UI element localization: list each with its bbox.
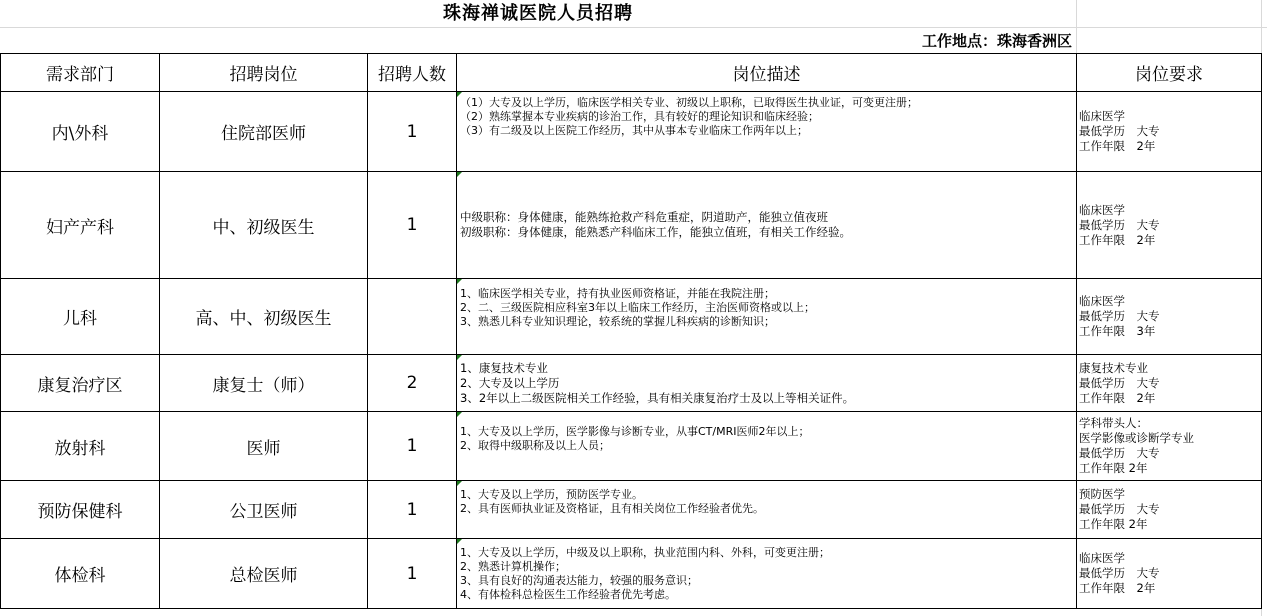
description-line: 2、大专及以上学历: [460, 375, 560, 390]
description-line: 中级职称：身体健康，能熟练抢救产科危重症，阴道助产，能独立值夜班: [460, 210, 828, 224]
cell-requirements[interactable]: [1077, 539, 1262, 609]
cell-count[interactable]: 1: [368, 92, 457, 172]
requirement-line: 最低学历 大专: [1079, 217, 1160, 232]
cell-position[interactable]: 住院部医师: [160, 92, 368, 172]
cell-comment-marker: [457, 172, 462, 177]
page-title: 珠海禅诚医院人员招聘: [443, 3, 633, 24]
cell-description[interactable]: [457, 355, 1077, 412]
header-requirements[interactable]: 岗位要求: [1077, 54, 1262, 92]
description-line: 2、具有医师执业证及资格证，且有相关岗位工作经验者优先。: [460, 502, 764, 515]
cell-comment-marker: [457, 412, 462, 417]
cell-comment-marker: [457, 279, 462, 284]
requirement-line: 临床医学: [1079, 202, 1125, 217]
requirement-line: 最低学历 大专: [1079, 309, 1160, 323]
cell-requirements[interactable]: [1077, 279, 1262, 355]
cell-comment-marker: [457, 355, 462, 360]
cell-requirements[interactable]: [1077, 355, 1262, 412]
requirement-line: 临床医学: [1079, 551, 1125, 565]
description-line: （3）有二级及以上医院工作经历，其中从事本专业临床工作两年以上；: [460, 124, 808, 137]
header-position[interactable]: 招聘岗位: [160, 54, 368, 92]
cell-description[interactable]: [457, 172, 1077, 279]
table-header-row: [1, 54, 1262, 92]
cell-position[interactable]: 总检医师: [160, 539, 368, 609]
cell-count[interactable]: 1: [368, 172, 457, 279]
requirement-line: 最低学历 大专: [1079, 375, 1160, 390]
table-row: [1, 279, 1262, 355]
header-department[interactable]: 需求部门: [1, 54, 160, 92]
cell-description[interactable]: [457, 539, 1077, 609]
cell-count[interactable]: [368, 279, 457, 355]
cell-description[interactable]: [457, 481, 1077, 539]
cell-department[interactable]: 儿科: [1, 279, 160, 355]
table-row: [1, 355, 1262, 412]
requirement-line: 工作年限 2年: [1079, 581, 1156, 595]
description-line: （2）熟练掌握本专业疾病的诊治工作，具有较好的理论知识和临床经验；: [460, 110, 819, 123]
requirement-line: 学科带头人：: [1079, 416, 1148, 430]
requirement-line: 康复技术专业: [1079, 360, 1148, 375]
requirement-line: 工作年限 2年: [1079, 517, 1148, 531]
requirement-line: 工作年限 2年: [1079, 390, 1156, 405]
description-line: 3、2年以上二级医院相关工作经验，具有相关康复治疗士及以上等相关证件。: [460, 390, 855, 405]
cell-department[interactable]: 放射科: [1, 412, 160, 481]
cell-department[interactable]: 康复治疗区: [1, 355, 160, 412]
description-line: （1）大专及以上学历，临床医学相关专业、初级以上职称，已取得医生执业证，可变更注册；: [460, 96, 918, 109]
requirement-line: 预防医学: [1079, 487, 1125, 501]
cell-count[interactable]: 1: [368, 481, 457, 539]
table-row: [1, 481, 1262, 539]
cell-count[interactable]: 2: [368, 355, 457, 412]
table-row: [1, 412, 1262, 481]
cell-department[interactable]: 内\外科: [1, 92, 160, 172]
requirement-line: 工作年限 2年: [1079, 232, 1156, 247]
requirement-line: 最低学历 大专: [1079, 566, 1160, 580]
cell-position[interactable]: 中、初级医生: [160, 172, 368, 279]
cell-position[interactable]: 医师: [160, 412, 368, 481]
header-count[interactable]: 招聘人数: [368, 54, 457, 92]
cell-requirements[interactable]: [1077, 172, 1262, 279]
cell-position[interactable]: 高、中、初级医生: [160, 279, 368, 355]
cell-comment-marker: [457, 481, 462, 486]
header-description[interactable]: 岗位描述: [457, 54, 1077, 92]
description-line: 1、大专及以上学历，医学影像与诊断专业，从事CT/MRI医师2年以上；: [460, 425, 810, 438]
cell-department[interactable]: 体检科: [1, 539, 160, 609]
cell-department[interactable]: 预防保健科: [1, 481, 160, 539]
description-line: 2、二、三级医院相应科室3年以上临床工作经历，主治医师资格或以上；: [460, 301, 815, 314]
description-line: 3、具有良好的沟通表达能力，较强的服务意识；: [460, 573, 698, 587]
requirement-line: 临床医学: [1079, 294, 1125, 308]
cell-description[interactable]: [457, 92, 1077, 172]
description-line: 3、熟悉儿科专业知识理论，较系统的掌握儿科疾病的诊断知识；: [460, 315, 775, 328]
description-line: 4、有体检科总检医生工作经验者优先考虑。: [460, 587, 676, 601]
cell-comment-marker: [457, 539, 462, 544]
work-location: 工作地点：珠海香洲区: [921, 32, 1072, 50]
cell-requirements[interactable]: [1077, 412, 1262, 481]
table-row: [1, 92, 1262, 172]
description-line: 1、康复技术专业: [460, 360, 548, 375]
requirement-line: 最低学历 大专: [1079, 124, 1160, 138]
description-line: 1、大专及以上学历，预防医学专业。: [460, 488, 643, 501]
description-line: 1、大专及以上学历，中级及以上职称，执业范围内科、外科，可变更注册；: [460, 545, 830, 559]
requirement-line: 最低学历 大专: [1079, 446, 1160, 460]
requirement-line: 工作年限 3年: [1079, 324, 1156, 338]
requirement-line: 医学影像或诊断学专业: [1079, 431, 1194, 445]
requirement-line: 临床医学: [1079, 109, 1125, 123]
cell-description[interactable]: [457, 412, 1077, 481]
cell-requirements[interactable]: [1077, 481, 1262, 539]
requirement-line: 工作年限 2年: [1079, 139, 1156, 153]
description-line: 2、熟悉计算机操作；: [460, 559, 566, 573]
recruitment-table: [0, 53, 1262, 609]
cell-position[interactable]: 康复士（师）: [160, 355, 368, 412]
description-line: 初级职称：身体健康，能熟悉产科临床工作，能独立值班，有相关工作经验。: [460, 225, 851, 239]
requirement-line: 工作年限 2年: [1079, 461, 1148, 475]
gridline: [1076, 0, 1077, 53]
table-row: [1, 172, 1262, 279]
description-line: 1、临床医学相关专业，持有执业医师资格证，并能在我院注册；: [460, 287, 775, 300]
requirement-line: 最低学历 大专: [1079, 502, 1160, 516]
cell-position[interactable]: 公卫医师: [160, 481, 368, 539]
cell-count[interactable]: 1: [368, 412, 457, 481]
cell-requirements[interactable]: [1077, 92, 1262, 172]
table-row: [1, 539, 1262, 609]
cell-department[interactable]: 妇产产科: [1, 172, 160, 279]
description-line: 2、取得中级职称及以上人员；: [460, 439, 610, 452]
cell-description[interactable]: [457, 279, 1077, 355]
cell-comment-marker: [457, 92, 462, 97]
cell-count[interactable]: 1: [368, 539, 457, 609]
